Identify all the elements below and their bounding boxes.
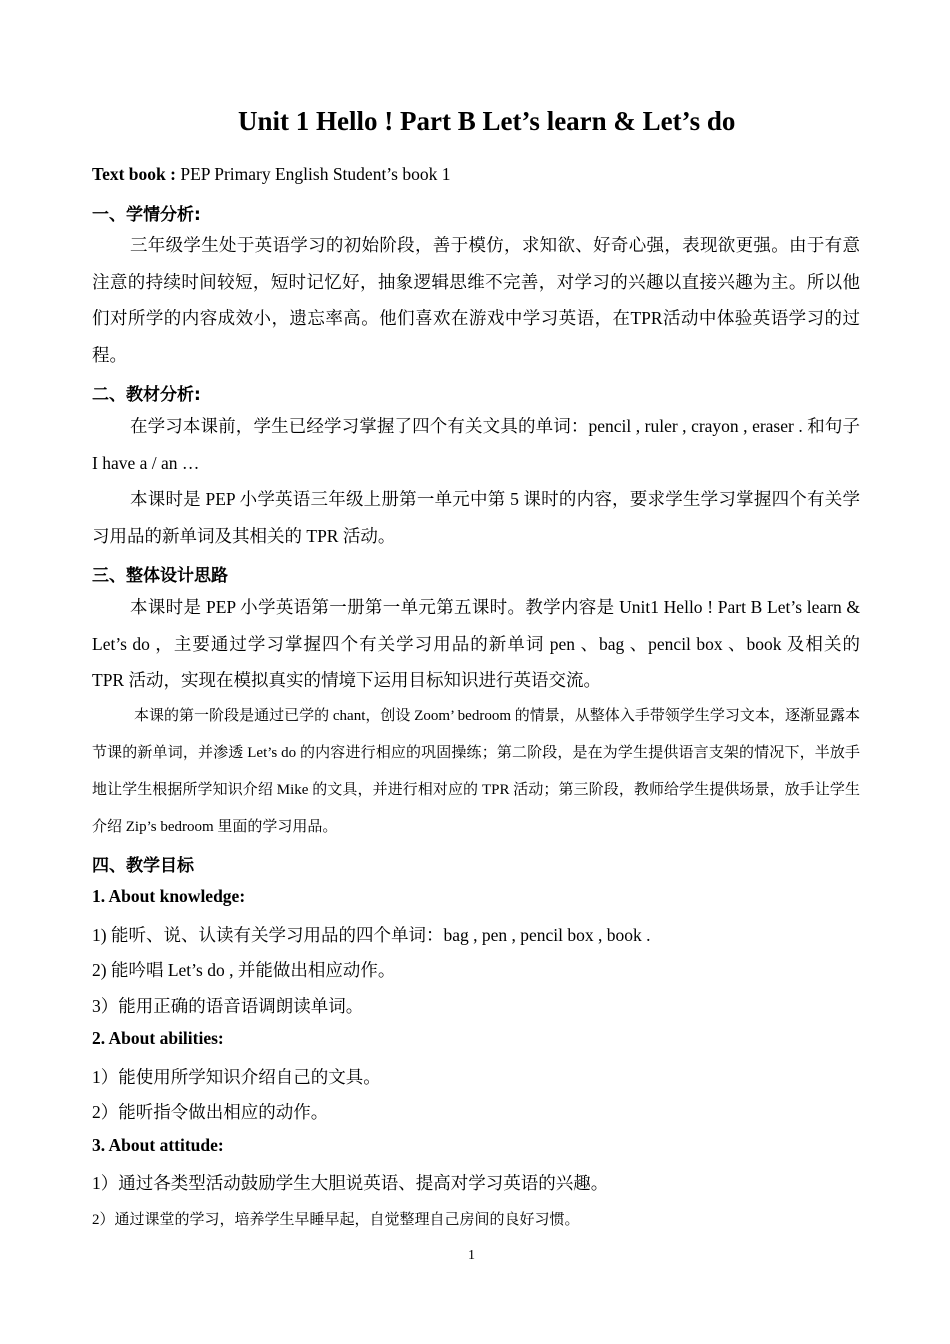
attitude-item: 2）通过课堂的学习，培养学生早睡早起，自觉整理自己房间的良好习惯。 [92,1212,580,1228]
document-title: Unit 1 Hello ! Part B Let’s learn & Let’s do [238,106,736,136]
textbook-label: Text book : [92,164,176,184]
section2-heading: 二、教材分析: [92,385,201,405]
section4-heading: 四、教学目标 [92,856,194,876]
section1-paragraph: 三年级学生处于英语学习的初始阶段，善于模仿，求知欲、好奇心强，表现欲更强。由于有意注意的持续时间较短，短时记忆好，抽象逻辑思维不完善，对学习的兴趣以直接兴趣为主。所以他们对所学的内容成效小，遗忘率高。他们喜欢在游戏中学习英语，在TPR活动中体验英语学习的过程。 [92,235,860,365]
attitude-heading-number: 3 [92,1135,101,1155]
section3-heading: 三、整体设计思路 [92,566,228,586]
textbook-line [92,164,450,185]
abilities-item: 2）能听指令做出相应的动作。 [92,1102,329,1122]
attitude-heading [92,1135,224,1156]
page-number: 1 [468,1248,475,1263]
knowledge-item: 3）能用正确的语音语调朗读单词。 [92,996,364,1016]
section3-paragraph1: 本课时是 PEP 小学英语第一册第一单元第五课时。教学内容是 Unit1 Hello ! Part B Let’s learn & Let’s do ，主要通过学习掌握四个有关学习用品的新单词 pen 、bag 、pencil box 、book 及相关的 TPR 活动，实现在模拟真实的情境下运用目标知识进行英语交流。 [92,597,860,690]
knowledge-item: 2) 能吟唱 Let’s do , 并能做出相应动作。 [92,960,396,980]
section1-heading: 一、学情分析: [92,205,201,225]
section2-paragraph1: 在学习本课前，学生已经学习掌握了四个有关文具的单词：pencil , ruler , crayon , eraser . 和句子 I have a / an … [92,416,860,473]
textbook-value: PEP Primary English Student’s book 1 [175,164,451,184]
knowledge-heading: 1. About knowledge: [92,886,246,906]
abilities-item: 1）能使用所学知识介绍自己的文具。 [92,1067,381,1087]
section3-paragraph2: 本课的第一阶段是通过已学的 chant，创设 Zoom’ bedroom 的情景，从整体入手带领学生学习文本，逐渐显露本节课的新单词，并渗透 Let’s do 的内容进行相应的巩固操练；第二阶段，是在为学生提供语言支架的情况下，半放手地让学生根据所学知识介绍 Mike 的文具，并进行相对应的 TPR 活动；第三阶段，教师给学生提供场景，放手让学生介绍 Zip’s bedroom 里面的学习用品。 [92,708,860,835]
knowledge-item: 1) 能听、说、认读有关学习用品的四个单词：bag , pen , pencil box , book . [92,925,651,945]
attitude-heading-text: . About attitude: [100,1135,224,1155]
section2-paragraph2: 本课时是 PEP 小学英语三年级上册第一单元中第 5 课时的内容，要求学生学习掌握四个有关学习用品的新单词及其相关的 TPR 活动。 [92,489,860,546]
abilities-heading: 2. About abilities: [92,1028,224,1048]
attitude-item: 1）通过各类型活动鼓励学生大胆说英语、提高对学习英语的兴趣。 [92,1173,609,1193]
